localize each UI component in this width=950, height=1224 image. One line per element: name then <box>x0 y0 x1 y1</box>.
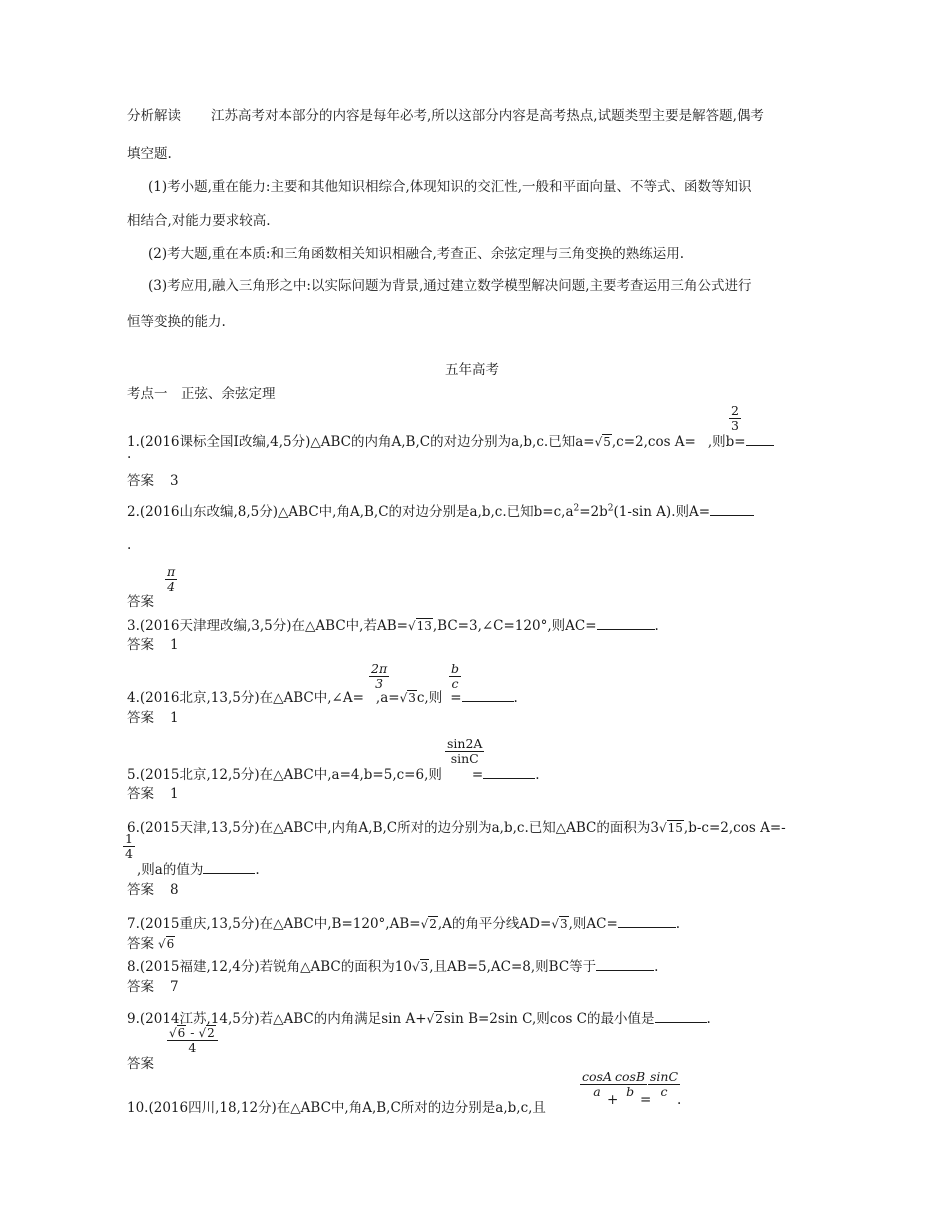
q1-dot: . <box>127 446 132 462</box>
q3-answer: 答案 1 <box>127 637 179 653</box>
fraction-cosB-b: $\frac{\cos B}{b}$ <box>615 1069 646 1099</box>
answer-blank <box>462 700 514 702</box>
question-5: 5.(2015北京,12,5分)在△ABC中,a=4,b=5,c=6,则 = . <box>127 767 540 783</box>
q10-dot: . <box>677 1092 682 1108</box>
answer-blank <box>597 628 655 630</box>
q4-answer: 答案 1 <box>127 710 179 726</box>
q2-answer-fraction: $\frac{\pi}{4}$ <box>167 564 176 594</box>
sqrt-13: √13 <box>407 619 432 633</box>
question-8: 8.(2015福建,12,4分)若锐角△ABC的面积为10√3,且AB=5,AC=8,则BC等于 . <box>127 959 659 975</box>
fraction-2pi-3: $\frac{2\pi}{3}$ <box>371 661 388 691</box>
q9-answer: 答案 <box>127 1056 154 1072</box>
sqrt-2: √2 <box>420 917 437 931</box>
sqrt-3: √3 <box>551 917 568 931</box>
question-6: 6.(2015天津,13,5分)在△ABC中,内角A,B,C所对的边分别为a,b,c.已知△ABC的面积为3√15,b-c=2,cos A=- <box>127 820 786 836</box>
fraction-cosA-a: $\frac{\cos A}{a}$ <box>582 1069 612 1099</box>
intro-para-1-line-1 <box>127 104 764 124</box>
answer-blank <box>746 444 774 446</box>
sqrt-2: √2 <box>426 1012 443 1026</box>
fraction-b-c: $\frac{b}{c}$ <box>451 661 460 691</box>
equals-sign: = <box>640 1092 652 1108</box>
q5-answer: 答案 1 <box>127 786 179 802</box>
question-1: 1.(2016课标全国Ⅰ改编,4,5分)△ABC的内角A,B,C的对边分别为a,b,c.已知a=√5,c=2,cos A= ,则b= <box>127 430 774 450</box>
intro-para-1-line-2: 填空题. <box>127 146 172 162</box>
sqrt-6: √6 <box>158 937 175 951</box>
section-title: 五年高考 <box>445 362 499 378</box>
question-9: 9.(2014江苏,14,5分)若△ABC的内角满足sin A+√2sin B=2sin C,则cos C的最小值是 . <box>127 1011 711 1027</box>
answer-blank <box>596 969 654 971</box>
sqrt-3: √3 <box>411 960 429 974</box>
fraction-1-4: $\frac{1}{4}$ <box>125 831 133 861</box>
answer-blank <box>203 872 255 874</box>
intro-para-4-line-2: 恒等变换的能力. <box>127 314 226 330</box>
sqrt-5: √5 <box>594 435 611 449</box>
q7-answer: 答案 √6 <box>127 936 175 952</box>
kaodian-title: 考点一 正弦、余弦定理 <box>127 386 276 402</box>
question-7: 7.(2015重庆,13,5分)在△ABC中,B=120°,AB=√2,A的角平分线AD=√3,则AC= . <box>127 916 681 932</box>
intro-text: 江苏高考对本部分的内容是每年必考,所以这部分内容是高考热点,试题类型主要是解答题,偶考 <box>211 108 764 124</box>
question-3: 3.(2016天津理改编,3,5分)在△ABC中,若AB=√13,BC=3,∠C=120°,则AC= . <box>127 618 659 634</box>
q2-dot: . <box>127 537 132 553</box>
intro-label: 分析解读 <box>127 108 181 124</box>
intro-para-3: (2)考大题,重在本质:和三角函数相关知识相融合,考查正、余弦定理与三角变换的熟练运用. <box>148 246 685 262</box>
q1-answer: 答案 3 <box>127 473 179 489</box>
sqrt-15: √15 <box>658 821 683 835</box>
q9-answer-fraction: $\frac{√6 - √2}{4}$ <box>167 1026 218 1055</box>
fraction-2-3: $\frac{2}{3}$ <box>731 403 739 433</box>
plus-sign: + <box>607 1092 619 1108</box>
fraction-sin2A-sinC: $\frac{\sin 2A}{\sin C}$ <box>447 736 483 766</box>
q8-answer: 答案 7 <box>127 979 179 995</box>
answer-blank <box>618 926 676 928</box>
question-6-cont: ,则a的值为 . <box>137 862 260 878</box>
answer-blank <box>710 514 754 516</box>
question-4: 4.(2016北京,13,5分)在△ABC中,∠A= ,a=√3c,则 = . <box>127 690 518 706</box>
intro-para-4-line-1: (3)考应用,融入三角形之中:以实际问题为背景,通过建立数学模型解决问题,主要考查运用三角公式进行 <box>148 278 752 294</box>
question-2: 2.(2016山东改编,8,5分)△ABC中,角A,B,C的对边分别是a,b,c.已知$b=c,a^2=2b^2(1-\sin$ A).则A= <box>127 500 754 520</box>
fraction-sinC-c: $\frac{\sin C}{c}$ <box>650 1069 679 1099</box>
answer-blank <box>655 1021 707 1023</box>
intro-para-2-line-1: (1)考小题,重在能力:主要和其他知识相综合,体现知识的交汇性,一般和平面向量、不等式、函数等知识 <box>148 179 752 195</box>
question-10: 10.(2016四川,18,12分)在△ABC中,角A,B,C所对的边分别是a,b,c,且 <box>127 1100 546 1116</box>
q6-answer: 答案 8 <box>127 882 179 898</box>
answer-blank <box>483 777 535 779</box>
sqrt-3: √3 <box>399 691 416 705</box>
intro-para-2-line-2: 相结合,对能力要求较高. <box>127 213 271 229</box>
q2-answer: 答案 <box>127 594 154 610</box>
